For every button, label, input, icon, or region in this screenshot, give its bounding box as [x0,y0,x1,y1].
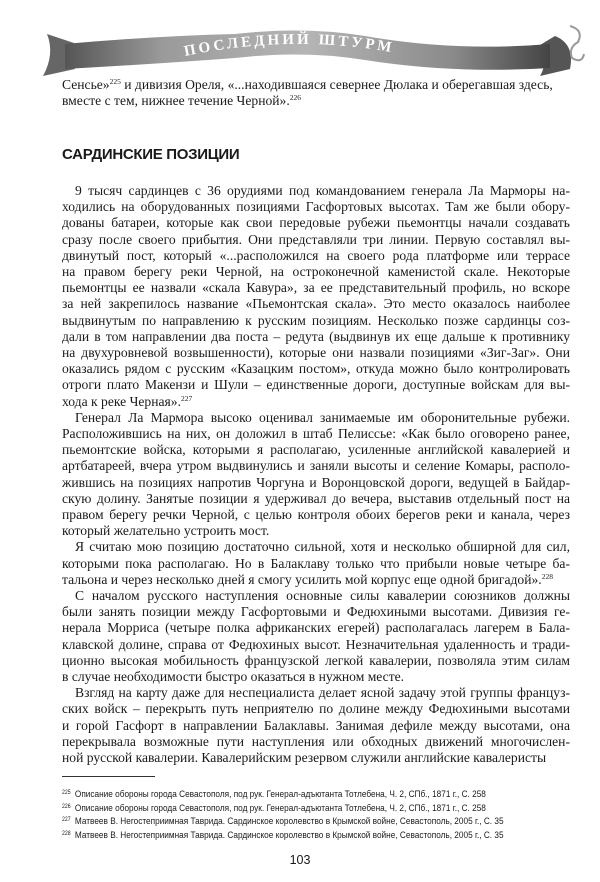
footnote-text: Матвеев В. Негостеприимная Таврида. Сардинское королевство в Крымской войне, Севастополь, 2005 г., С. 35 [74,829,504,841]
line-text: которыми пока располагаю. Но в Балаклаву только что прибыли новые четыре ба- [62,555,570,571]
line-text: Сенсье» [62,77,110,92]
line-text: Генерал Ла Мармора высоко оценивал занимаемые им оборонительные рубежи. [75,409,570,425]
footnote [62,828,504,842]
line-text: в случае необходимости быстро оказаться в нужном месте. [62,669,405,684]
line-text: ционно высокая мобильность французской легкой кавалерии, позволяла этим силам [62,652,570,668]
line-text: хода к реке Черная». [62,393,181,409]
line-text: жившись на позициях напротив Чоргуна и Воронцовской дороги, ведущей в Байдар- [62,474,570,490]
footnote-number: 225 [62,790,71,796]
line-text: нерала Морриса (четыре полка африканских егерей) располагалась лагерем в Бала- [62,620,570,636]
line-text: дали в том направлении два поста – редута (выдвинув их еще дальше к противнику [62,328,570,344]
footnote-text: Описание обороны города Севастополя, под рук. Генерал-адъютанта Тотлебена, Ч. 2, СПб., 1871 г., С. 258 [74,789,486,800]
footnote-number: 227 [62,817,71,823]
text-line [62,539,570,555]
line-text: и горой Гасфорт в направлении Балаклавы. Занимая дефиле между высотами, она [62,717,570,733]
line-text: двинутый пост, который «...расположился на своего рода платформе или террасе [62,247,570,263]
line-text: ских войск – перекрыть путь неприятелю по долине между Федюхиными высотами [62,701,570,717]
text-line [62,199,570,215]
line-text: Расположившись на них, он доложил в штаб Пелиссье: «Как было оговорено ранее, [62,426,570,441]
text-line [62,685,570,701]
footnote-ref[interactable]: 228 [541,571,553,581]
line-text: пьемонтцы ее назвали «скала Кавура», за ее представительный профиль, но вскоре [62,280,570,296]
footnote-ref[interactable]: 226 [289,93,301,102]
line-text: вместе с тем, нижнее течение Черной». [62,93,290,108]
line-text: С началом русского наступления основные силы кавалерии союзников должны [75,588,570,603]
chapter-banner [35,14,590,84]
footnote-divider [62,776,155,777]
line-text: оказались рядом с русским «Казацким постом», откуда можно было контролировать [62,361,570,377]
text-line [62,77,570,93]
footnote [62,787,486,801]
text-line [62,93,570,109]
line-text: Я считаю мою позицию достаточно сильной, хотя и несколько обширной для сил, [75,539,570,555]
text-line [62,458,570,474]
text-line [62,313,570,329]
text-line [62,718,570,734]
line-text: на правом берегу реки Черной, на остроконечной каменистой скале. Некоторые [62,264,570,279]
line-text: и дивизия Ореля, «...находившаяся севернее Дюлака и оберегавшая здесь, [120,77,553,92]
text-line [62,669,570,685]
text-line [62,734,570,750]
line-text: пьемонтские войска, которыми я располагаю, усиленные английской кавалерией и [62,442,570,458]
text-line [62,588,570,604]
text-line [62,475,570,491]
page-number: 103 [289,853,311,867]
text-line [62,361,570,377]
footnote-ref[interactable]: 225 [109,77,121,86]
text-line [62,507,570,523]
text-line [62,620,570,636]
section-heading: САРДИНСКИЕ ПОЗИЦИИ [62,146,240,163]
text-line [62,701,570,717]
text-line [62,653,570,669]
text-line [62,345,570,361]
text-line [62,572,570,588]
text-line [62,410,570,426]
text-line [62,248,570,264]
line-text: правом берегу речки Черной, с целью контроля обоих берегов реки и канала, через [62,507,570,522]
line-text: были занять позиции между Гасфортовыми и Федюхиными высотами. Дивизия ге- [62,604,570,620]
text-line [62,556,570,572]
line-text: отроги плато Макензи и Шули – единственные дороги, доступные войскам для вы- [62,377,570,393]
footnote-text: Матвеев В. Негостеприимная Таврида. Сардинское королевство в Крымской войне, Севастополь, 2005 г., С. 35 [74,816,504,827]
text-line [62,491,570,507]
line-text: тальона и через несколько дней я смогу усилить мой корпус еще одной бригадой». [62,571,542,587]
footnote [62,801,486,815]
line-text: дованы батареи, которые как свои передовые рубежи пьемонтцы начали создавать [62,215,570,231]
text-line [62,329,570,345]
text-line [62,442,570,458]
footnote-ref[interactable]: 227 [181,393,193,403]
line-text: артбатареей, вчера утром выдвинулись и заняли высоты и селение Комары, располо- [62,458,570,474]
text-line [62,426,570,442]
line-text: скую долину. Занятые позиции я удерживал до вечера, выставив отдельный пост на [62,490,570,506]
text-line [62,264,570,280]
footnote-number: 228 [62,830,71,837]
line-text: ной русской кавалерии. Кавалерийским резервом служили английские кавалеристы [62,750,547,765]
line-text: выдвинутым по направлению к русским позициям. Несколько позже сардинцы соз- [62,312,570,328]
footnote-text: Описание обороны города Севастополя, под рук. Генерал-адъютанта Тотлебена, Ч. 2, СПб., 1871 г., С. 258 [74,802,486,814]
line-text: ходились на оборудованных позициями Гасфортовых высотах. Там же были обору- [62,199,570,215]
text-line [62,523,570,539]
line-text: который желательно устроить мост. [62,523,270,539]
text-line [62,750,570,766]
line-text: 9 тысяч сардинцев с 36 орудиями под командованием генерала Ла Марморы на- [75,183,570,198]
text-line [62,394,570,410]
line-text: клавской долине, справа от Федюхиных высот. Незначительная удаленность и тради- [62,636,570,652]
footnote [62,814,504,828]
text-line [62,280,570,296]
text-line [62,183,570,199]
text-line [62,296,570,312]
line-text: за ней закрепилось название «Пьемонтская скала». Это место оказалось наиболее [62,296,570,312]
text-line [62,232,570,248]
line-text: перекрывала возможные пути наступления или обходных движений многочислен- [62,733,570,749]
banner-title: ПОСЛЕДНИЙ ШТУРМ [182,31,396,60]
text-line [62,215,570,231]
footnote-number: 226 [62,803,71,810]
line-text: Взгляд на карту даже для неспециалиста делает ясной задачу этой группы францyз- [75,685,570,701]
text-line [62,604,570,620]
line-text: сразу после своего прибытия. Они представляли три линии. Первую составлял вы- [62,231,570,247]
text-line [62,377,570,393]
text-line [62,637,570,653]
line-text: на двухуровневой возвышенности), которые они назвали позициями «Зиг-Заг». Они [62,345,570,360]
